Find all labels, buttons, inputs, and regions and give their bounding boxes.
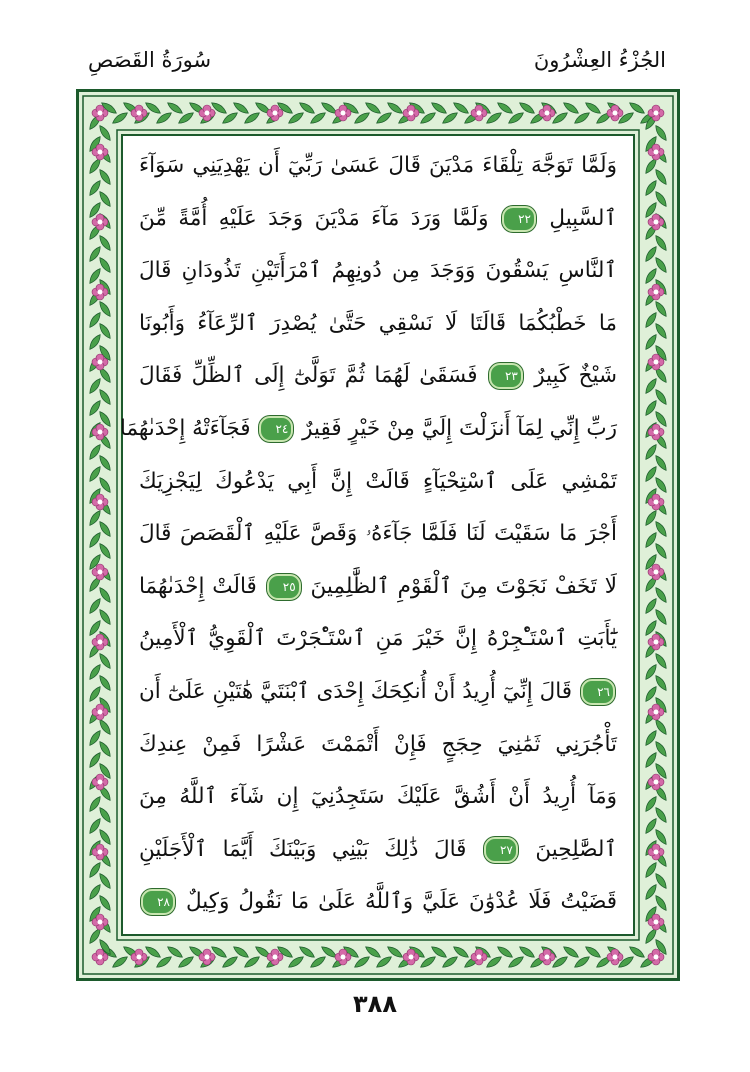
verse-line — [139, 508, 617, 560]
verse-text: وَلَمَّا وَرَدَ مَآءَ مَدْيَنَ وَجَدَ عَلَيْهِ أُمَّةً مِّنَ — [139, 205, 489, 231]
verse-line — [139, 298, 617, 350]
ayah-number-marker: ٢٧ — [484, 837, 518, 863]
verse-text: يَٰٓأَبَتِ ٱسْتَـْٔجِرْهُ إِنَّ خَيْرَ مَنِ ٱسْتَـْٔجَرْتَ ٱلْقَوِيُّ ٱلْأَمِينُ — [139, 626, 617, 652]
verse-line — [139, 613, 617, 665]
quran-text-panel — [121, 134, 635, 936]
verse-line — [139, 719, 617, 771]
verse-text: شَيْخٌ كَبِيرٌ — [534, 363, 617, 389]
verse-text: تَأْجُرَنِي ثَمَٰنِيَ حِجَجٍ فَإِنْ أَتْمَمْتَ عَشْرًا فَمِنْ عِندِكَ — [139, 731, 617, 757]
verse-text: ٱلصَّٰلِحِينَ — [535, 836, 617, 862]
verse-line — [139, 561, 617, 613]
ayah-number-marker: ٢٨ — [141, 889, 175, 915]
verse-text: فَجَآءَتْهُ إِحْدَىٰهُمَا — [119, 416, 251, 441]
verse-line — [139, 350, 617, 402]
verse-line — [139, 824, 617, 876]
page-number: ٣٨٨ — [353, 990, 397, 1018]
verse-text: قَضَيْتُ فَلَا عُدْوَٰنَ عَلَيَّ وَٱللَّهُ عَلَىٰ مَا نَقُولُ وَكِيلٌ — [186, 889, 617, 915]
verse-text: قَالَ ذَٰلِكَ بَيْنِي وَبَيْنَكَ أَيَّمَا ٱلْأَجَلَيْنِ — [139, 836, 467, 862]
verse-text: ٱلنَّاسِ يَسْقُونَ وَوَجَدَ مِن دُونِهِمُ ٱمْرَأَتَيْنِ تَذُودَانِ قَالَ — [139, 258, 617, 284]
verse-text: وَمَآ أُرِيدُ أَنْ أَشُقَّ عَلَيْكَ سَتَجِدُنِيٓ إِن شَآءَ ٱللَّهُ مِنَ — [139, 784, 617, 810]
ayah-number-marker: ٢٦ — [581, 679, 615, 705]
verse-line — [139, 876, 617, 928]
verse-text: ٱلسَّبِيلِ — [549, 205, 617, 231]
ayah-number-marker: ٢٣ — [489, 363, 523, 389]
verse-text: أَجْرَ مَا سَقَيْتَ لَنَا فَلَمَّا جَآءَهُۥ وَقَصَّ عَلَيْهِ ٱلْقَصَصَ قَالَ — [139, 521, 617, 547]
verse-text: وَلَمَّا تَوَجَّهَ تِلْقَاءَ مَدْيَنَ قَالَ عَسَىٰ رَبِّيٓ أَن يَهْدِيَنِي سَوَآءَ — [139, 153, 617, 178]
surah-title: سُورَةُ القَصَصِ — [88, 48, 212, 72]
ayah-number-marker: ٢٤ — [259, 416, 293, 442]
ayah-number-marker: ٢٢ — [502, 206, 536, 232]
verse-line — [139, 140, 617, 192]
verse-text: رَبِّ إِنِّي لِمَآ أَنزَلْتَ إِلَيَّ مِنْ خَيْرٍ فَقِيرٌ — [302, 416, 617, 441]
verse-line — [119, 403, 617, 455]
page-header — [88, 48, 666, 88]
verse-line — [139, 193, 617, 245]
verse-text: فَسَقَىٰ لَهُمَا ثُمَّ تَوَلَّىٰٓ إِلَى ٱلظِّلِّ فَقَالَ — [139, 363, 478, 389]
verse-line — [139, 245, 617, 297]
verse-line — [139, 666, 617, 718]
ayah-number-marker: ٢٥ — [267, 574, 301, 600]
verse-text: لَا تَخَفْ نَجَوْتَ مِنَ ٱلْقَوْمِ ٱلظَّٰلِمِينَ — [310, 573, 617, 599]
verse-line — [139, 456, 617, 508]
juz-title: الجُزْءُ العِشْرُونَ — [533, 48, 666, 72]
verse-text: قَالَتْ إِحْدَىٰهُمَا — [139, 573, 257, 599]
verse-line — [139, 771, 617, 823]
verse-text: قَالَ إِنِّيٓ أُرِيدُ أَنْ أُنكِحَكَ إِحْدَى ٱبْنَتَيَّ هَٰتَيْنِ عَلَىٰٓ أَن — [139, 679, 573, 704]
verse-text: تَمْشِي عَلَى ٱسْتِحْيَآءٍ قَالَتْ إِنَّ أَبِي يَدْعُوكَ لِيَجْزِيَكَ — [139, 468, 617, 494]
verse-text: مَا خَطْبُكُمَا قَالَتَا لَا نَسْقِي حَتَّىٰ يُصْدِرَ ٱلرِّعَآءُ وَأَبُونَا — [139, 310, 617, 336]
ornamental-frame — [76, 89, 680, 981]
